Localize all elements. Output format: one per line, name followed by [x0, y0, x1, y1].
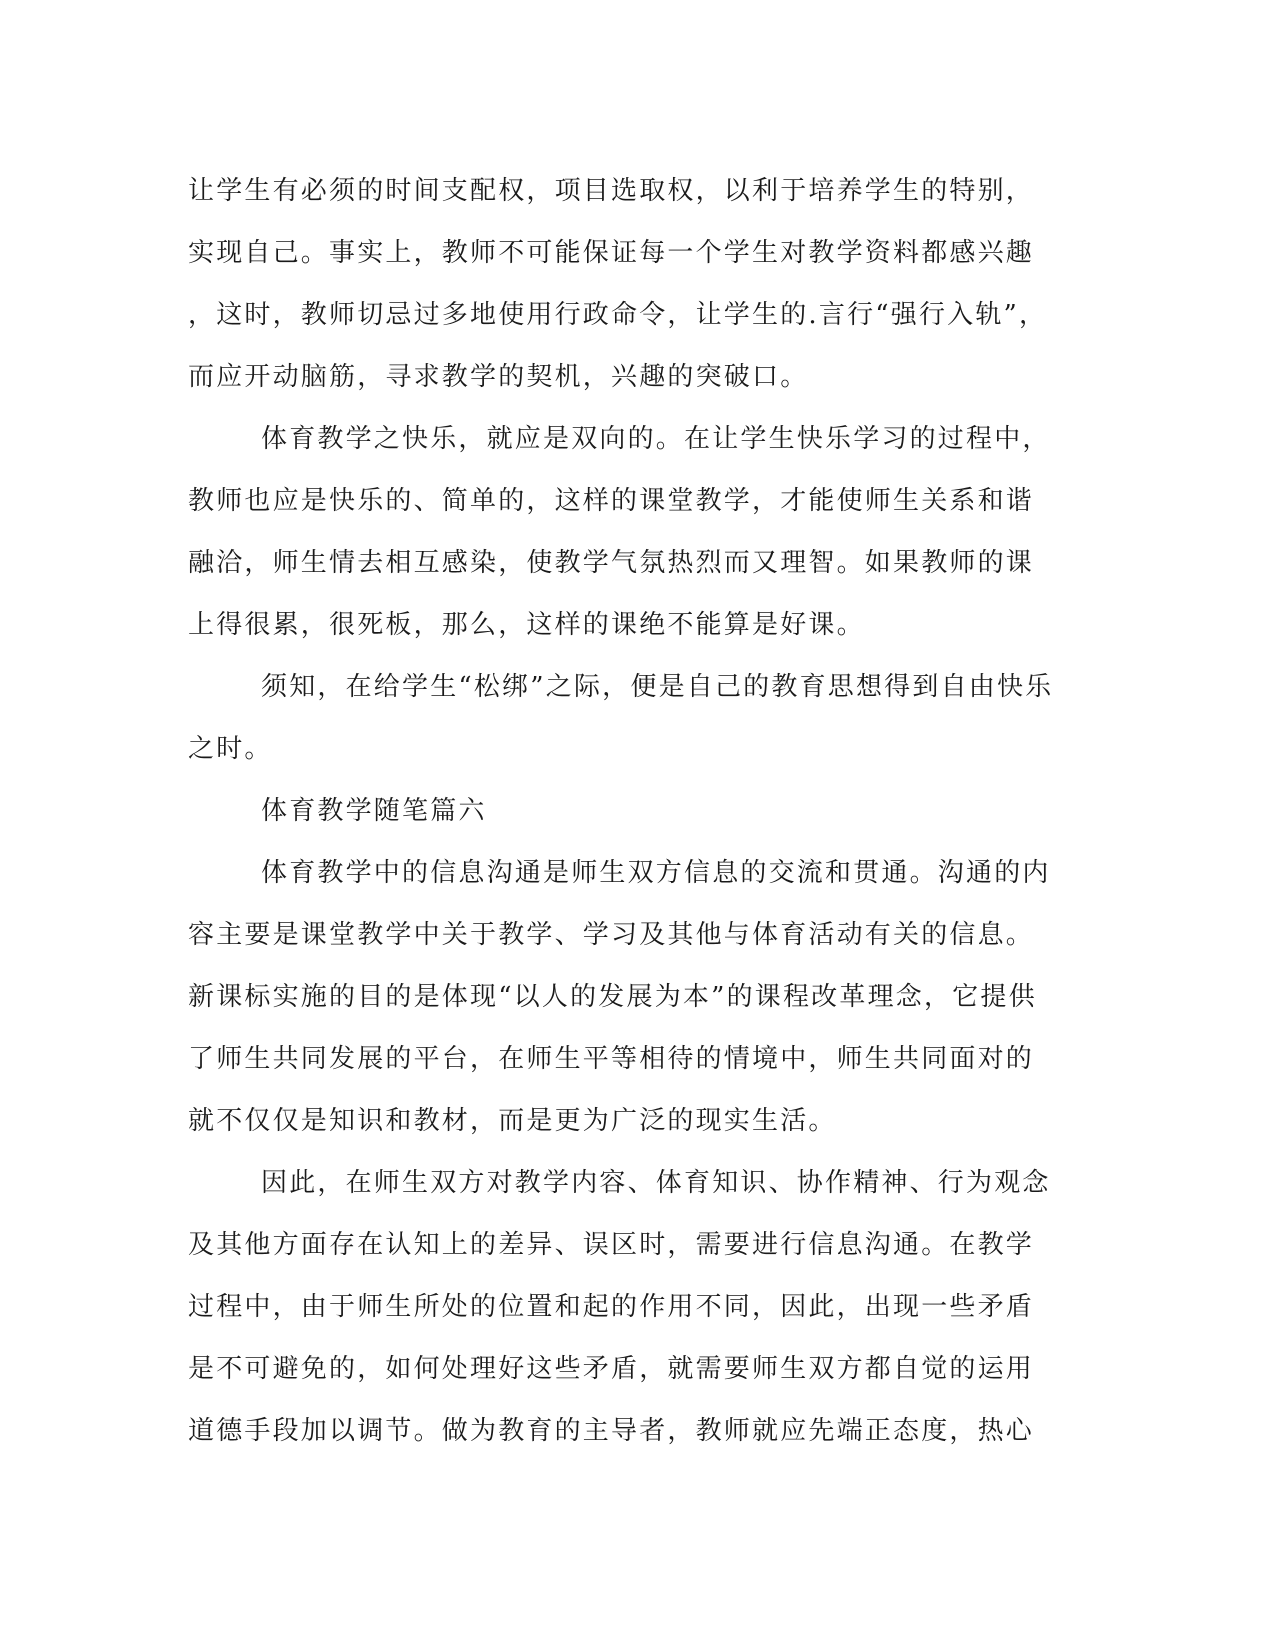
text-line: 实现自己。事实上，教师不可能保证每一个学生对教学资料都感兴趣: [188, 238, 1035, 268]
text-line: 是不可避免的，如何处理好这些矛盾，就需要师生双方都自觉的运用: [188, 1354, 1035, 1384]
text-line: 融洽，师生情去相互感染，使教学气氛热烈而又理智。如果教师的课: [188, 548, 1035, 578]
text-line: 上得很累，很死板，那么，这样的课绝不能算是好课。: [188, 610, 865, 640]
paragraph-first-line: 体育教学之快乐，就应是双向的。在让学生快乐学习的过程中，: [261, 424, 1051, 454]
text-line: 而应开动脑筋，寻求教学的契机，兴趣的突破口。: [188, 362, 809, 392]
text-line: 了师生共同发展的平台，在师生平等相待的情境中，师生共同面对的: [188, 1044, 1035, 1074]
text-line: 教师也应是快乐的、简单的，这样的课堂教学，才能使师生关系和谐: [188, 486, 1035, 516]
paragraph-first-line: 体育教学中的信息沟通是师生双方信息的交流和贯通。沟通的内: [261, 858, 1051, 888]
paragraph-first-line: 因此，在师生双方对教学内容、体育知识、协作精神、行为观念: [261, 1168, 1051, 1198]
text-line: 就不仅仅是知识和教材，而是更为广泛的现实生活。: [188, 1106, 837, 1136]
text-line: 道德手段加以调节。做为教育的主导者，教师就应先端正态度，热心: [188, 1416, 1035, 1446]
text-line: 让学生有必须的时间支配权，项目选取权，以利于培养学生的特别，: [188, 176, 1035, 206]
text-line: 容主要是课堂教学中关于教学、学习及其他与体育活动有关的信息。: [188, 920, 1035, 950]
text-line: 之时。: [188, 734, 273, 764]
text-line: 及其他方面存在认知上的差异、误区时，需要进行信息沟通。在教学: [188, 1230, 1035, 1260]
paragraph-first-line: 须知，在给学生“松绑”之际，便是自己的教育思想得到自由快乐: [261, 672, 1054, 702]
body-text: [188, 160, 1068, 1462]
text-line: 新课标实施的目的是体现“以人的发展为本”的课程改革理念，它提供: [188, 982, 1037, 1012]
section-heading: 体育教学随笔篇六: [261, 796, 487, 826]
text-line: 过程中，由于师生所处的位置和起的作用不同，因此，出现一些矛盾: [188, 1292, 1035, 1322]
text-line: ，这时，教师切忌过多地使用行政命令，让学生的.言行“强行入轨”，: [188, 300, 1048, 330]
